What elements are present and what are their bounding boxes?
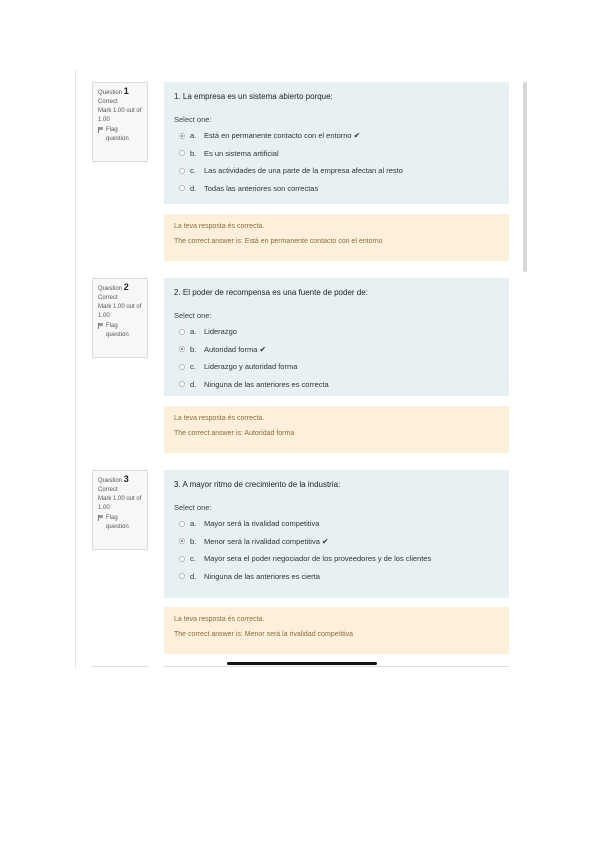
- select-one-label: Select one:: [174, 503, 212, 512]
- question-text: 2. El poder de recompensa es una fuente de poder de:: [174, 288, 368, 297]
- question-number: Question 2: [98, 282, 129, 292]
- select-one-label: Select one:: [174, 311, 212, 320]
- question-mark: Mark 1.00 out of 1.00: [98, 108, 142, 123]
- page-left-border: [75, 70, 76, 668]
- question-feedback: [164, 406, 509, 453]
- question-number: Question 3: [98, 474, 129, 484]
- answer-option-b[interactable]: b. Autoridad forma ✔: [174, 341, 499, 359]
- answer-option-b[interactable]: b. Menor será la rivalidad competitiva ✔: [174, 533, 499, 551]
- answer-option-c[interactable]: c. Mayor sera el poder negociador de los proveedores y de los clientes: [174, 550, 499, 568]
- answer-option-d[interactable]: d. Todas las anteriores son correctas: [174, 180, 499, 198]
- answer-option-d[interactable]: d. Ninguna de las anteriores es correcta: [174, 376, 499, 394]
- radio-button[interactable]: [179, 573, 185, 579]
- radio-button[interactable]: [179, 150, 185, 156]
- correct-answer-text: The correct answer is: Está en permanente contacto con el entorno: [174, 238, 383, 245]
- radio-button[interactable]: [179, 538, 185, 544]
- next-question-content-edge: [164, 666, 509, 668]
- answer-option-a[interactable]: a. Está en permanente contacto con el entorno ✔: [174, 127, 499, 145]
- quiz-review-page: [75, 70, 527, 668]
- answer-option-c[interactable]: c. Las actividades de una parte de la empresa afectan al resto: [174, 162, 499, 180]
- general-feedback: La teva resposta és correcta.: [174, 415, 265, 422]
- question-content: [164, 82, 509, 204]
- answer-options: [174, 127, 499, 197]
- question-feedback: [164, 214, 509, 261]
- question-feedback: [164, 607, 509, 654]
- question-info: [92, 470, 148, 550]
- radio-button[interactable]: [179, 185, 185, 191]
- home-indicator[interactable]: [227, 662, 377, 665]
- radio-button[interactable]: [179, 364, 185, 370]
- flag-question-link[interactable]: Flag question: [98, 514, 142, 532]
- general-feedback: La teva resposta és correcta.: [174, 223, 265, 230]
- correct-answer-text: The correct answer is: Menor será la rivalidad competitiva: [174, 631, 353, 638]
- flag-icon: [98, 323, 104, 329]
- question-info: [92, 82, 148, 162]
- correct-answer-text: The correct answer is: Autoridad forma: [174, 430, 295, 437]
- scrollbar[interactable]: [523, 82, 527, 272]
- question-info: [92, 278, 148, 358]
- flag-question-link[interactable]: Flag question: [98, 322, 142, 340]
- question-content: [164, 470, 509, 598]
- question-state: Correct: [98, 487, 118, 493]
- question-number: Question 1: [98, 86, 129, 96]
- flag-icon: [98, 127, 104, 133]
- answer-option-d[interactable]: d. Ninguna de las anteriores es cierta: [174, 568, 499, 586]
- answer-option-b[interactable]: b. Es un sistema artificial: [174, 145, 499, 163]
- radio-button[interactable]: [179, 329, 185, 335]
- answer-option-c[interactable]: c. Liderazgo y autoridad forma: [174, 358, 499, 376]
- answer-option-a[interactable]: a. Mayor será la rivalidad competitiva: [174, 515, 499, 533]
- question-state: Correct: [98, 295, 118, 301]
- next-question-info-edge: [92, 666, 148, 668]
- radio-button[interactable]: [179, 346, 185, 352]
- answer-option-a[interactable]: a. Liderazgo: [174, 323, 499, 341]
- radio-button[interactable]: [179, 521, 185, 527]
- general-feedback: La teva resposta és correcta.: [174, 616, 265, 623]
- correct-check-icon: ✔: [259, 344, 267, 354]
- question-content: [164, 278, 509, 396]
- radio-button[interactable]: [179, 556, 185, 562]
- answer-options: [174, 323, 499, 393]
- answer-options: [174, 515, 499, 585]
- question-text: 3. A mayor ritmo de crecimiento de la industria:: [174, 480, 341, 489]
- flag-icon: [98, 515, 104, 521]
- radio-button[interactable]: [179, 381, 185, 387]
- flag-question-link[interactable]: Flag question: [98, 126, 142, 144]
- radio-button[interactable]: [179, 168, 185, 174]
- question-state: Correct: [98, 99, 118, 105]
- select-one-label: Select one:: [174, 115, 212, 124]
- question-mark: Mark 1.00 out of 1.00: [98, 496, 142, 511]
- radio-button[interactable]: [179, 133, 185, 139]
- question-mark: Mark 1.00 out of 1.00: [98, 304, 142, 319]
- correct-check-icon: ✔: [321, 536, 329, 546]
- question-text: 1. La empresa es un sistema abierto porque:: [174, 92, 333, 101]
- correct-check-icon: ✔: [353, 131, 361, 141]
